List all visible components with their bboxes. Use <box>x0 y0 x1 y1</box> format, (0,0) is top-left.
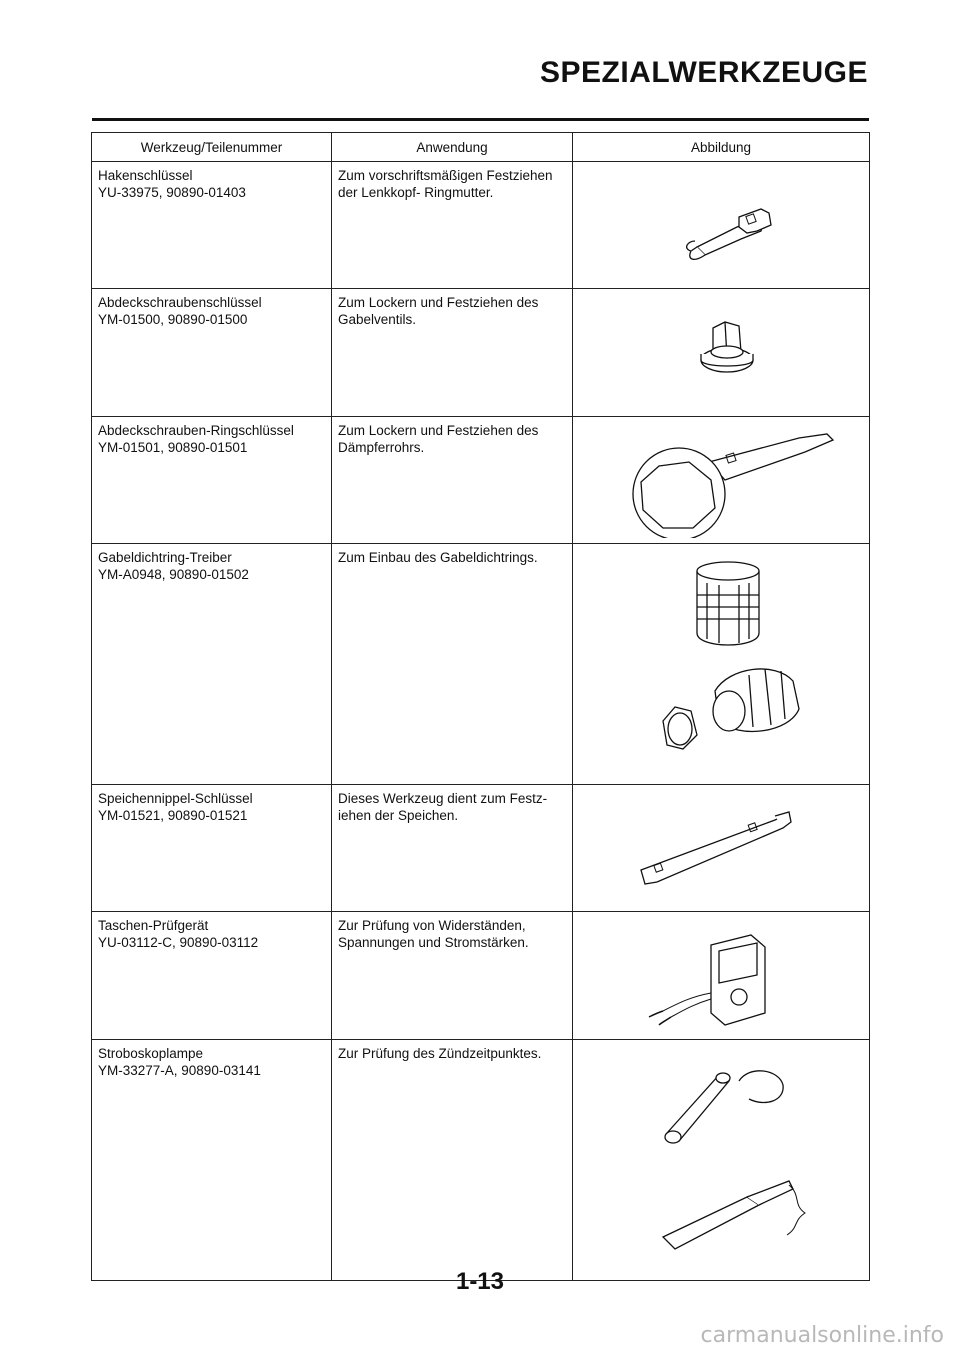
table-row <box>92 289 870 417</box>
tool-cell <box>92 162 332 289</box>
spoke-wrench-icon <box>579 790 876 906</box>
seal-driver-icon <box>579 549 876 779</box>
column-header-use: Anwendung <box>332 133 573 162</box>
figure-cell <box>573 1040 870 1281</box>
use-cell <box>332 544 573 785</box>
tool-name: Hakenschlüssel <box>98 168 193 183</box>
use-text: Dieses Werkzeug dient zum Festz- <box>338 791 548 806</box>
figure-cell <box>573 912 870 1040</box>
figure-cell <box>573 785 870 912</box>
part-number: YM-A0948, 90890-01502 <box>98 567 249 582</box>
table-row <box>92 1040 870 1281</box>
figure-cell <box>573 289 870 417</box>
tool-name: Speichennippel-Schlüssel <box>98 791 253 806</box>
tool-name: Abdeckschraubenschlüssel <box>98 295 262 310</box>
part-number: YM-01501, 90890-01501 <box>98 440 248 455</box>
hook-wrench-icon <box>579 167 876 283</box>
page-title: SPEZIALWERKZEUGE <box>539 56 868 89</box>
figure-cell <box>573 162 870 289</box>
use-text: Gabelventils. <box>338 312 417 327</box>
table-row <box>92 544 870 785</box>
tool-cell <box>92 785 332 912</box>
tool-cell <box>92 289 332 417</box>
tool-name: Abdeckschrauben-Ringschlüssel <box>98 423 294 438</box>
cap-bolt-wrench-icon <box>579 294 876 411</box>
use-text: iehen der Speichen. <box>338 808 459 823</box>
use-text: Zum vorschriftsmäßigen Festziehen <box>338 168 553 183</box>
ring-wrench-icon <box>579 422 876 538</box>
use-text: Zum Einbau des Gabeldichtrings. <box>338 550 538 565</box>
timing-light-icon <box>579 1045 876 1275</box>
tool-cell <box>92 544 332 785</box>
table-row <box>92 417 870 544</box>
table-header-row <box>92 133 870 162</box>
use-cell <box>332 785 573 912</box>
tool-cell <box>92 1040 332 1281</box>
table-row <box>92 162 870 289</box>
figure-cell <box>573 417 870 544</box>
part-number: YM-01521, 90890-01521 <box>98 808 248 823</box>
column-header-figure: Abbildung <box>573 133 870 162</box>
part-number: YU-33975, 90890-01403 <box>98 185 246 200</box>
tool-name: Taschen-Prüfgerät <box>98 918 209 933</box>
use-cell <box>332 162 573 289</box>
tool-cell <box>92 417 332 544</box>
use-text: Spannungen und Stromstärken. <box>338 935 529 950</box>
tool-cell <box>92 912 332 1040</box>
use-text: Zur Prüfung von Widerständen, <box>338 918 526 933</box>
use-text: der Lenkkopf- Ringmutter. <box>338 185 494 200</box>
part-number: YM-33277-A, 90890-03141 <box>98 1063 261 1078</box>
tool-name: Stroboskoplampe <box>98 1046 204 1061</box>
use-cell <box>332 1040 573 1281</box>
tool-name: Gabeldichtring-Treiber <box>98 550 232 565</box>
page-number: 1-13 <box>455 1268 505 1295</box>
use-cell <box>332 912 573 1040</box>
table-row <box>92 785 870 912</box>
table-row <box>92 912 870 1040</box>
use-text: Zur Prüfung des Zündzeitpunktes. <box>338 1046 542 1061</box>
special-tools-table <box>91 132 870 1281</box>
part-number: YM-01500, 90890-01500 <box>98 312 248 327</box>
watermark: carmanualsonline.info <box>700 1323 944 1348</box>
title-rule <box>92 118 869 121</box>
pocket-tester-icon <box>579 917 876 1034</box>
part-number: YU-03112-C, 90890-03112 <box>98 935 259 950</box>
use-text: Zum Lockern und Festziehen des <box>338 423 539 438</box>
use-text: Dämpferrohrs. <box>338 440 425 455</box>
figure-cell <box>573 544 870 785</box>
column-header-tool: Werkzeug/Teilenummer <box>92 133 332 162</box>
use-cell <box>332 289 573 417</box>
use-cell <box>332 417 573 544</box>
use-text: Zum Lockern und Festziehen des <box>338 295 539 310</box>
